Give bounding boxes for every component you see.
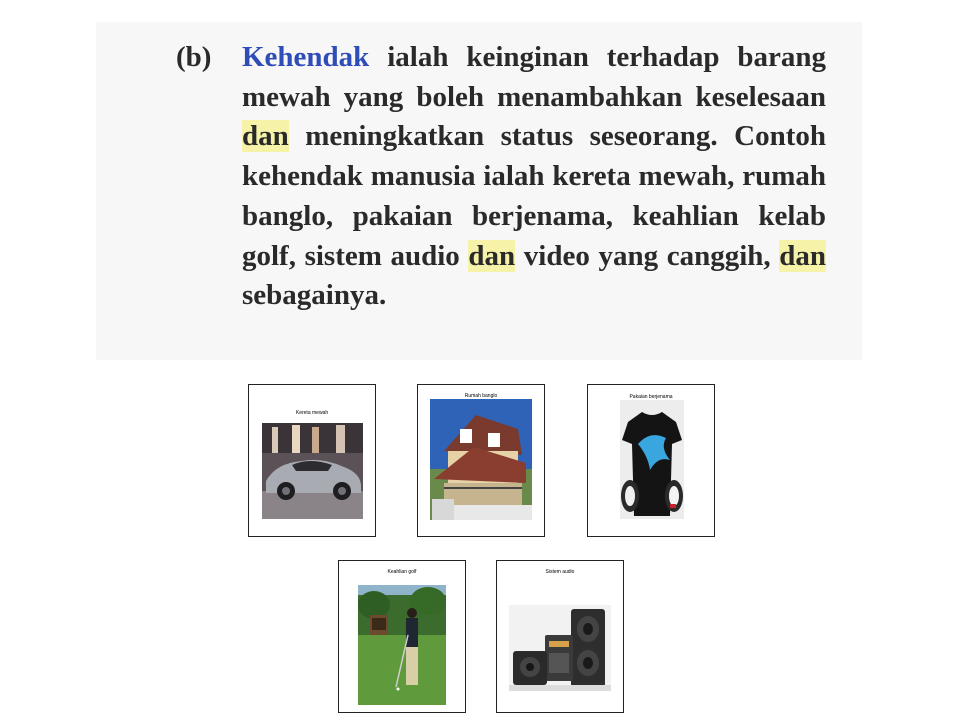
card-caption: Kereta mewah: [295, 410, 329, 416]
definition-paragraph: [176, 38, 826, 316]
branded-clothing-photo: [620, 400, 684, 519]
paragraph-body: [242, 38, 826, 316]
paragraph-segment-3: video yang canggih,: [515, 239, 780, 272]
paragraph-segment-1: ialah keinginan terhadap barang mewah yang boleh menambahkan keselesaan: [242, 41, 826, 113]
card-caption: Keahlian golf: [387, 569, 417, 575]
highlight-dan-2: dan: [468, 239, 516, 272]
card-sistem-audio: [496, 560, 624, 713]
term-kehendak: Kehendak: [242, 41, 370, 73]
golf-player-photo: [358, 585, 446, 705]
card-caption: Rumah banglo: [464, 393, 498, 399]
card-caption: Pakaian berjenama: [629, 394, 673, 400]
paragraph-segment-4: sebagainya.: [242, 279, 387, 312]
card-caption: Sistem audio: [545, 569, 575, 575]
card-pakaian-berjenama: [587, 384, 715, 537]
item-marker: (b): [176, 41, 212, 73]
card-rumah-banglo: [417, 384, 545, 537]
audio-system-photo: [509, 605, 611, 691]
bungalow-house-photo: [430, 399, 532, 520]
highlight-dan-3: dan: [779, 239, 827, 272]
luxury-car-photo: [262, 423, 363, 519]
card-keahlian-golf: [338, 560, 466, 713]
card-kereta-mewah: [248, 384, 376, 537]
highlight-dan-1: dan: [242, 120, 289, 153]
paragraph-segment-2: meningkatkan status seseorang. Contoh kehendak manusia ialah kereta mewah, rumah banglo, pakaian berjenama, keahlian kelab golf, sistem audio: [242, 120, 826, 272]
